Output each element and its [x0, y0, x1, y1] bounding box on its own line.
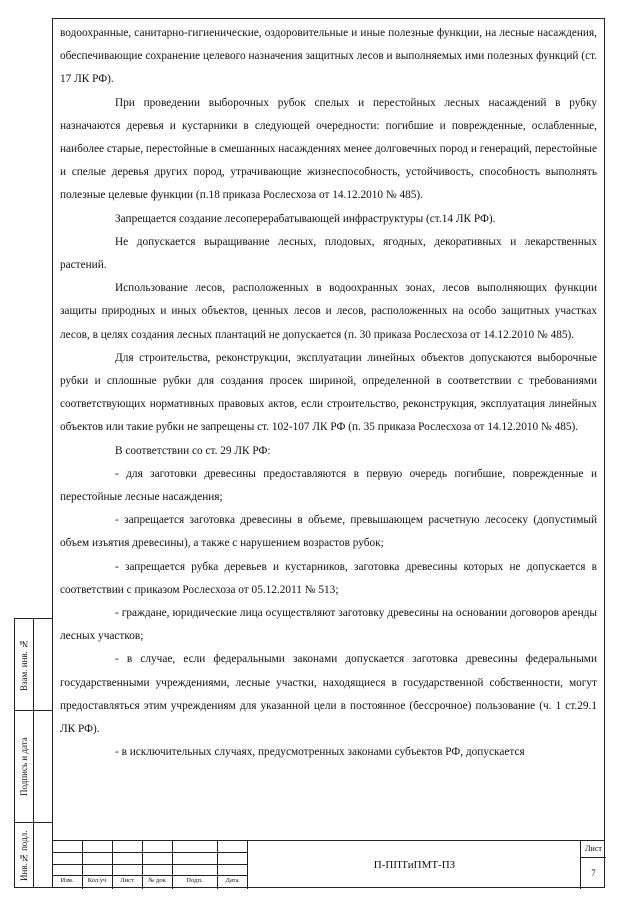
list-item: - запрещается рубка деревьев и кустарников, заготовка древесины которых не допускается в соответствии с приказом Рослесхоза от 05.12.2011 № 513; — [60, 560, 597, 596]
paragraph: Использование лесов, расположенных в водоохранных зонах, лесов выполняющих функции защиты природных и иных объектов, ценных лесов и лесов, расположенных на особо защитных участках лесов, в целях создания лесных плантаций не допускается (п. 30 приказа Рослесхоза от 14.12.2010 № 485). — [60, 282, 597, 341]
revision-grid — [52, 841, 247, 889]
col-label-kol-uch: Кол.уч — [87, 877, 107, 884]
document-code: П-ППТиПМТ-ПЗ — [247, 841, 581, 889]
vzam-inv-label: Взам. инв. № — [19, 638, 29, 692]
stamp-cell-inv — [15, 823, 52, 889]
stamp-cell-vzam — [15, 619, 52, 711]
col-label-list: Лист — [120, 877, 134, 884]
list-item: - запрещается заготовка древесины в объеме, превышающем расчетную лесосеку (допустимый объем изъятия древесины), а также с нарушением возрастов рубок; — [60, 514, 597, 550]
sheet-label: Лист — [581, 841, 606, 858]
paragraph: водоохранные, санитарно-гигиенические, оздоровительные и иные полезные функции, на лесные насаждения, обеспечивающие сохранение целевого назначения защитных лесов и выполняемых ими полезных функций (ст. 17 ЛК РФ). — [60, 27, 597, 86]
document-body — [60, 22, 597, 765]
paragraph: При проведении выборочных рубок спелых и перестойных лесных насаждений в рубку назначаются деревья и кустарники в следующей очередности: погибшие и поврежденные, ослабленные, наиболее старые, перестойные в смешанных насаждениях менее долговечных пород и генераций, перестойные и спелые деревья других пород, утрачивающие жизнеспособность, устойчивость, способность выполнять полезные целевые функции (п.18 приказа Рослесхоза от 14.12.2010 № 485). — [60, 96, 597, 202]
paragraph: Запрещается создание лесоперерабатывающей инфраструктуры (ст.14 ЛК РФ). — [115, 212, 496, 225]
paragraph: Для строительства, реконструкции, эксплуатации линейных объектов допускаются выборочные рубки и сплошные рубки для создания просек шириной, определенной в соответствии с требованиями соответствующих нормативных правовых актов, если строительство, реконструкция, эксплуатация линейных объектов или такие рубки не запрещены ст. 102-107 ЛК РФ (п. 35 приказа Рослесхоза от 14.12.2010 № 485). — [60, 351, 597, 434]
title-block — [52, 840, 605, 888]
inv-podl-label: Инв.№ подл. — [19, 830, 29, 882]
list-item: - в случае, если федеральными законами допускается заготовка древесины федеральными государственными учреждениями, лесные участки, находящиеся в государственной собственности, могут предоставляться этим учреждениям для указанной цели в постоянное (бессрочное) пользование (ч. 1 ст.29.1 ЛК РФ). — [60, 653, 597, 736]
left-stamp — [14, 618, 52, 888]
stamp-cell-podpis — [15, 711, 52, 823]
list-item: - для заготовки древесины предоставляются в первую очередь погибшие, поврежденные и перестойные лесные насаждения; — [60, 467, 597, 504]
list-item: - в исключительных случаях, предусмотренных законами субъектов РФ, допускается — [115, 746, 525, 759]
paragraph: В соответствии со ст. 29 ЛК РФ: — [115, 444, 271, 457]
col-label-izm: Изм. — [60, 877, 74, 884]
col-label-data: Дата — [225, 877, 239, 884]
paragraph: Не допускается выращивание лесных, плодовых, ягодных, декоративных и лекарственных растений. — [60, 235, 597, 272]
col-label-podp: Подп. — [186, 877, 203, 884]
sheet-box — [580, 841, 606, 889]
list-item: - граждане, юридические лица осуществляют заготовку древесины на основании договоров аренды лесных участков; — [60, 607, 597, 643]
sheet-number: 7 — [591, 868, 596, 878]
col-label-n-dok: № док — [148, 877, 166, 884]
podpis-data-label: Подпись и дата — [19, 737, 29, 797]
